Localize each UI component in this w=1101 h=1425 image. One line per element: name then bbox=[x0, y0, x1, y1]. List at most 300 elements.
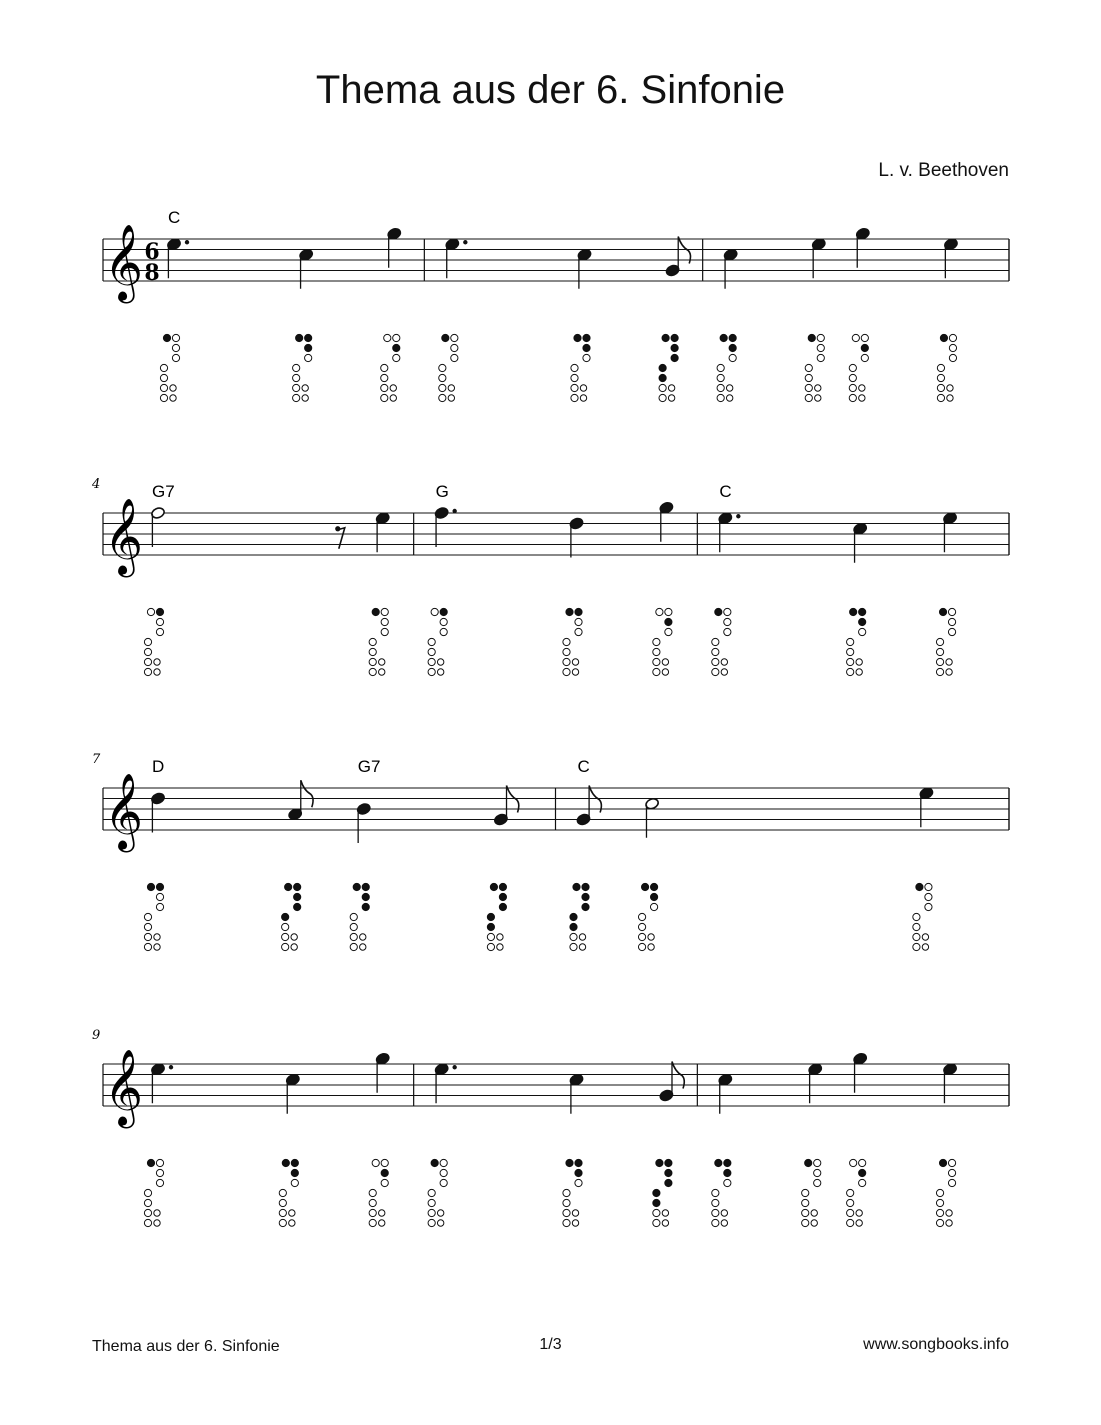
chord-symbol: D bbox=[152, 757, 165, 776]
open-hole-icon bbox=[154, 934, 160, 940]
open-hole-icon bbox=[428, 648, 435, 655]
fingering-diagram bbox=[936, 608, 955, 675]
closed-hole-icon bbox=[671, 354, 678, 361]
open-hole-icon bbox=[948, 608, 955, 615]
open-hole-icon bbox=[946, 1210, 952, 1216]
open-hole-icon bbox=[144, 1219, 151, 1226]
open-hole-icon bbox=[289, 1220, 295, 1226]
open-hole-icon bbox=[717, 364, 724, 371]
open-hole-icon bbox=[302, 385, 308, 391]
open-hole-icon bbox=[563, 1199, 570, 1206]
open-hole-icon bbox=[847, 1189, 854, 1196]
open-hole-icon bbox=[946, 1220, 952, 1226]
open-hole-icon bbox=[805, 384, 812, 391]
open-hole-icon bbox=[563, 648, 570, 655]
open-hole-icon bbox=[583, 354, 590, 361]
open-hole-icon bbox=[856, 1210, 862, 1216]
open-hole-icon bbox=[144, 913, 151, 920]
open-hole-icon bbox=[575, 1179, 582, 1186]
open-hole-icon bbox=[817, 334, 824, 341]
fingering-diagram bbox=[144, 608, 163, 675]
open-hole-icon bbox=[650, 903, 657, 910]
fingering-diagram bbox=[279, 1159, 298, 1226]
open-hole-icon bbox=[440, 618, 447, 625]
fingering-diagram bbox=[369, 1159, 388, 1226]
open-hole-icon bbox=[381, 628, 388, 635]
open-hole-icon bbox=[717, 384, 724, 391]
open-hole-icon bbox=[293, 374, 300, 381]
closed-hole-icon bbox=[940, 334, 947, 341]
open-hole-icon bbox=[291, 934, 297, 940]
closed-hole-icon bbox=[499, 883, 506, 890]
open-hole-icon bbox=[937, 394, 944, 401]
open-hole-icon bbox=[282, 943, 289, 950]
closed-hole-icon bbox=[729, 334, 736, 341]
open-hole-icon bbox=[662, 659, 668, 665]
open-hole-icon bbox=[289, 1210, 295, 1216]
closed-hole-icon bbox=[662, 334, 669, 341]
open-hole-icon bbox=[946, 669, 952, 675]
open-hole-icon bbox=[144, 1199, 151, 1206]
open-hole-icon bbox=[440, 1169, 447, 1176]
open-hole-icon bbox=[936, 1189, 943, 1196]
open-hole-icon bbox=[291, 1179, 298, 1186]
open-hole-icon bbox=[293, 364, 300, 371]
closed-hole-icon bbox=[659, 364, 666, 371]
closed-hole-icon bbox=[671, 344, 678, 351]
open-hole-icon bbox=[805, 374, 812, 381]
closed-hole-icon bbox=[353, 883, 360, 890]
closed-hole-icon bbox=[487, 913, 494, 920]
open-hole-icon bbox=[154, 669, 160, 675]
open-hole-icon bbox=[638, 943, 645, 950]
open-hole-icon bbox=[428, 1199, 435, 1206]
chord-symbol: C bbox=[577, 757, 590, 776]
closed-hole-icon bbox=[442, 334, 449, 341]
composer-name: L. v. Beethoven bbox=[878, 160, 1009, 181]
open-hole-icon bbox=[144, 1189, 151, 1196]
open-hole-icon bbox=[817, 344, 824, 351]
open-hole-icon bbox=[925, 883, 932, 890]
open-hole-icon bbox=[721, 1210, 727, 1216]
closed-hole-icon bbox=[294, 903, 301, 910]
open-hole-icon bbox=[156, 903, 163, 910]
open-hole-icon bbox=[144, 668, 151, 675]
closed-hole-icon bbox=[715, 1159, 722, 1166]
closed-hole-icon bbox=[499, 903, 506, 910]
open-hole-icon bbox=[712, 638, 719, 645]
open-hole-icon bbox=[847, 1209, 854, 1216]
open-hole-icon bbox=[947, 385, 953, 391]
fingering-diagram bbox=[936, 1159, 955, 1226]
closed-hole-icon bbox=[575, 608, 582, 615]
open-hole-icon bbox=[369, 638, 376, 645]
closed-hole-icon bbox=[574, 334, 581, 341]
open-hole-icon bbox=[659, 384, 666, 391]
open-hole-icon bbox=[802, 1209, 809, 1216]
open-hole-icon bbox=[653, 648, 660, 655]
open-hole-icon bbox=[572, 669, 578, 675]
website-link[interactable]: www.songbooks.info bbox=[863, 1336, 1009, 1353]
open-hole-icon bbox=[575, 618, 582, 625]
open-hole-icon bbox=[847, 648, 854, 655]
open-hole-icon bbox=[154, 1210, 160, 1216]
open-hole-icon bbox=[350, 933, 357, 940]
fingering-diagram bbox=[847, 1159, 866, 1226]
open-hole-icon bbox=[156, 618, 163, 625]
closed-hole-icon bbox=[570, 923, 577, 930]
open-hole-icon bbox=[665, 628, 672, 635]
measure-number: 4 bbox=[92, 477, 101, 492]
open-hole-icon bbox=[172, 344, 179, 351]
open-hole-icon bbox=[712, 648, 719, 655]
open-hole-icon bbox=[381, 618, 388, 625]
open-hole-icon bbox=[948, 1159, 955, 1166]
open-hole-icon bbox=[279, 1219, 286, 1226]
closed-hole-icon bbox=[499, 893, 506, 900]
open-hole-icon bbox=[369, 1209, 376, 1216]
open-hole-icon bbox=[428, 658, 435, 665]
open-hole-icon bbox=[393, 334, 400, 341]
open-hole-icon bbox=[451, 344, 458, 351]
open-hole-icon bbox=[717, 394, 724, 401]
open-hole-icon bbox=[381, 1159, 388, 1166]
closed-hole-icon bbox=[291, 1159, 298, 1166]
open-hole-icon bbox=[802, 1199, 809, 1206]
open-hole-icon bbox=[156, 628, 163, 635]
open-hole-icon bbox=[856, 1220, 862, 1226]
fingering-diagram bbox=[160, 334, 179, 401]
closed-hole-icon bbox=[861, 344, 868, 351]
closed-hole-icon bbox=[641, 883, 648, 890]
closed-hole-icon bbox=[575, 1169, 582, 1176]
measure-number: 7 bbox=[92, 752, 101, 767]
fingering-diagram bbox=[653, 608, 672, 675]
open-hole-icon bbox=[922, 944, 928, 950]
open-hole-icon bbox=[859, 1159, 866, 1166]
treble-clef-icon: 𝄞 bbox=[104, 223, 144, 301]
fingering-diagram bbox=[712, 608, 731, 675]
open-hole-icon bbox=[659, 394, 666, 401]
fingering-diagram bbox=[717, 334, 736, 401]
fingering-diagram bbox=[282, 883, 301, 950]
treble-clef-icon: 𝄞 bbox=[104, 497, 144, 575]
open-hole-icon bbox=[936, 658, 943, 665]
open-hole-icon bbox=[850, 1159, 857, 1166]
open-hole-icon bbox=[847, 658, 854, 665]
open-hole-icon bbox=[856, 659, 862, 665]
open-hole-icon bbox=[653, 1219, 660, 1226]
open-hole-icon bbox=[154, 659, 160, 665]
open-hole-icon bbox=[156, 1179, 163, 1186]
fingering-diagram bbox=[570, 883, 589, 950]
closed-hole-icon bbox=[724, 1159, 731, 1166]
closed-hole-icon bbox=[566, 608, 573, 615]
open-hole-icon bbox=[282, 923, 289, 930]
closed-hole-icon bbox=[296, 334, 303, 341]
open-hole-icon bbox=[668, 385, 674, 391]
fingering-diagram bbox=[847, 608, 866, 675]
time-signature-top: 6 bbox=[144, 239, 160, 265]
open-hole-icon bbox=[721, 669, 727, 675]
measure-number: 9 bbox=[92, 1028, 101, 1043]
open-hole-icon bbox=[144, 943, 151, 950]
open-hole-icon bbox=[437, 1220, 443, 1226]
closed-hole-icon bbox=[653, 1199, 660, 1206]
open-hole-icon bbox=[653, 668, 660, 675]
open-hole-icon bbox=[497, 944, 503, 950]
open-hole-icon bbox=[948, 1169, 955, 1176]
open-hole-icon bbox=[653, 658, 660, 665]
open-hole-icon bbox=[802, 1219, 809, 1226]
open-hole-icon bbox=[428, 1219, 435, 1226]
open-hole-icon bbox=[172, 334, 179, 341]
closed-hole-icon bbox=[156, 883, 163, 890]
fingering-diagram bbox=[144, 883, 163, 950]
open-hole-icon bbox=[712, 668, 719, 675]
open-hole-icon bbox=[859, 628, 866, 635]
fingering-diagram bbox=[428, 1159, 447, 1226]
chord-symbol: C bbox=[168, 208, 181, 227]
closed-hole-icon bbox=[720, 334, 727, 341]
page-number: 1/3 bbox=[539, 1336, 562, 1353]
fingering-diagram bbox=[712, 1159, 731, 1226]
open-hole-icon bbox=[805, 364, 812, 371]
open-hole-icon bbox=[638, 913, 645, 920]
open-hole-icon bbox=[144, 638, 151, 645]
open-hole-icon bbox=[913, 923, 920, 930]
open-hole-icon bbox=[381, 608, 388, 615]
open-hole-icon bbox=[726, 385, 732, 391]
closed-hole-icon bbox=[671, 334, 678, 341]
closed-hole-icon bbox=[653, 1189, 660, 1196]
open-hole-icon bbox=[439, 374, 446, 381]
open-hole-icon bbox=[575, 628, 582, 635]
open-hole-icon bbox=[144, 933, 151, 940]
fingering-diagram bbox=[369, 608, 388, 675]
closed-hole-icon bbox=[650, 883, 657, 890]
note-flag bbox=[301, 780, 313, 807]
staff-system bbox=[92, 1028, 1009, 1227]
closed-hole-icon bbox=[583, 334, 590, 341]
open-hole-icon bbox=[859, 395, 865, 401]
open-hole-icon bbox=[428, 1209, 435, 1216]
open-hole-icon bbox=[572, 659, 578, 665]
closed-hole-icon bbox=[575, 1159, 582, 1166]
open-hole-icon bbox=[937, 364, 944, 371]
open-hole-icon bbox=[160, 364, 167, 371]
open-hole-icon bbox=[638, 933, 645, 940]
open-hole-icon bbox=[937, 384, 944, 391]
open-hole-icon bbox=[379, 1210, 385, 1216]
open-hole-icon bbox=[847, 1199, 854, 1206]
fingering-diagram bbox=[638, 883, 657, 950]
fingering-diagram bbox=[913, 883, 932, 950]
open-hole-icon bbox=[282, 933, 289, 940]
open-hole-icon bbox=[712, 1219, 719, 1226]
open-hole-icon bbox=[160, 394, 167, 401]
closed-hole-icon bbox=[729, 344, 736, 351]
closed-hole-icon bbox=[163, 334, 170, 341]
open-hole-icon bbox=[579, 944, 585, 950]
open-hole-icon bbox=[156, 1169, 163, 1176]
closed-hole-icon bbox=[305, 334, 312, 341]
treble-clef-icon: 𝄞 bbox=[104, 1048, 144, 1126]
open-hole-icon bbox=[147, 608, 154, 615]
staff-system bbox=[91, 477, 1009, 676]
open-hole-icon bbox=[849, 394, 856, 401]
closed-hole-icon bbox=[282, 913, 289, 920]
open-hole-icon bbox=[144, 658, 151, 665]
dot bbox=[452, 1065, 456, 1069]
open-hole-icon bbox=[811, 1220, 817, 1226]
open-hole-icon bbox=[293, 394, 300, 401]
open-hole-icon bbox=[925, 893, 932, 900]
open-hole-icon bbox=[724, 618, 731, 625]
closed-hole-icon bbox=[570, 913, 577, 920]
open-hole-icon bbox=[849, 364, 856, 371]
dot bbox=[452, 509, 456, 513]
open-hole-icon bbox=[144, 648, 151, 655]
open-hole-icon bbox=[913, 913, 920, 920]
dot bbox=[736, 514, 740, 518]
open-hole-icon bbox=[369, 648, 376, 655]
open-hole-icon bbox=[849, 384, 856, 391]
fingering-diagram bbox=[350, 883, 369, 950]
closed-hole-icon bbox=[916, 883, 923, 890]
open-hole-icon bbox=[580, 395, 586, 401]
open-hole-icon bbox=[381, 384, 388, 391]
open-hole-icon bbox=[817, 354, 824, 361]
open-hole-icon bbox=[717, 374, 724, 381]
fingering-diagram bbox=[802, 1159, 821, 1226]
open-hole-icon bbox=[156, 1159, 163, 1166]
open-hole-icon bbox=[372, 1159, 379, 1166]
footer-title: Thema aus der 6. Sinfonie bbox=[92, 1338, 280, 1355]
open-hole-icon bbox=[948, 618, 955, 625]
open-hole-icon bbox=[563, 658, 570, 665]
open-hole-icon bbox=[563, 638, 570, 645]
open-hole-icon bbox=[712, 658, 719, 665]
open-hole-icon bbox=[172, 354, 179, 361]
closed-hole-icon bbox=[656, 1159, 663, 1166]
open-hole-icon bbox=[369, 1219, 376, 1226]
open-hole-icon bbox=[814, 1169, 821, 1176]
open-hole-icon bbox=[563, 1209, 570, 1216]
closed-hole-icon bbox=[431, 1159, 438, 1166]
closed-hole-icon bbox=[490, 883, 497, 890]
open-hole-icon bbox=[913, 943, 920, 950]
closed-hole-icon bbox=[147, 883, 154, 890]
open-hole-icon bbox=[156, 893, 163, 900]
closed-hole-icon bbox=[724, 1169, 731, 1176]
open-hole-icon bbox=[724, 628, 731, 635]
open-hole-icon bbox=[712, 1199, 719, 1206]
open-hole-icon bbox=[859, 385, 865, 391]
open-hole-icon bbox=[379, 669, 385, 675]
open-hole-icon bbox=[653, 1209, 660, 1216]
open-hole-icon bbox=[936, 1199, 943, 1206]
dot bbox=[185, 240, 189, 244]
open-hole-icon bbox=[922, 934, 928, 940]
open-hole-icon bbox=[726, 395, 732, 401]
open-hole-icon bbox=[572, 1210, 578, 1216]
closed-hole-icon bbox=[939, 1159, 946, 1166]
open-hole-icon bbox=[305, 354, 312, 361]
open-hole-icon bbox=[381, 394, 388, 401]
closed-hole-icon bbox=[859, 618, 866, 625]
closed-hole-icon bbox=[659, 374, 666, 381]
open-hole-icon bbox=[805, 394, 812, 401]
closed-hole-icon bbox=[859, 1169, 866, 1176]
open-hole-icon bbox=[814, 1159, 821, 1166]
open-hole-icon bbox=[571, 384, 578, 391]
open-hole-icon bbox=[381, 374, 388, 381]
open-hole-icon bbox=[439, 364, 446, 371]
open-hole-icon bbox=[428, 1189, 435, 1196]
closed-hole-icon bbox=[294, 893, 301, 900]
closed-hole-icon bbox=[582, 883, 589, 890]
closed-hole-icon bbox=[393, 344, 400, 351]
closed-hole-icon bbox=[715, 608, 722, 615]
open-hole-icon bbox=[802, 1189, 809, 1196]
open-hole-icon bbox=[648, 934, 654, 940]
open-hole-icon bbox=[861, 334, 868, 341]
open-hole-icon bbox=[570, 933, 577, 940]
open-hole-icon bbox=[721, 1220, 727, 1226]
open-hole-icon bbox=[170, 385, 176, 391]
open-hole-icon bbox=[913, 933, 920, 940]
open-hole-icon bbox=[937, 374, 944, 381]
open-hole-icon bbox=[279, 1189, 286, 1196]
open-hole-icon bbox=[949, 334, 956, 341]
closed-hole-icon bbox=[440, 608, 447, 615]
closed-hole-icon bbox=[362, 893, 369, 900]
open-hole-icon bbox=[302, 395, 308, 401]
open-hole-icon bbox=[379, 659, 385, 665]
open-hole-icon bbox=[440, 628, 447, 635]
closed-hole-icon bbox=[305, 344, 312, 351]
open-hole-icon bbox=[451, 334, 458, 341]
closed-hole-icon bbox=[665, 618, 672, 625]
closed-hole-icon bbox=[381, 1169, 388, 1176]
fingering-diagram bbox=[659, 334, 678, 401]
open-hole-icon bbox=[925, 903, 932, 910]
fingering-diagram bbox=[439, 334, 458, 401]
open-hole-icon bbox=[369, 658, 376, 665]
chord-symbol: C bbox=[719, 482, 732, 501]
open-hole-icon bbox=[360, 944, 366, 950]
open-hole-icon bbox=[448, 385, 454, 391]
open-hole-icon bbox=[393, 354, 400, 361]
fingering-diagram bbox=[487, 883, 506, 950]
open-hole-icon bbox=[440, 1159, 447, 1166]
open-hole-icon bbox=[350, 923, 357, 930]
open-hole-icon bbox=[648, 944, 654, 950]
open-hole-icon bbox=[487, 943, 494, 950]
closed-hole-icon bbox=[487, 923, 494, 930]
fingering-diagram bbox=[937, 334, 956, 401]
open-hole-icon bbox=[936, 1219, 943, 1226]
open-hole-icon bbox=[571, 364, 578, 371]
open-hole-icon bbox=[849, 374, 856, 381]
closed-hole-icon bbox=[291, 1169, 298, 1176]
open-hole-icon bbox=[861, 354, 868, 361]
open-hole-icon bbox=[949, 354, 956, 361]
open-hole-icon bbox=[668, 395, 674, 401]
closed-hole-icon bbox=[665, 1159, 672, 1166]
open-hole-icon bbox=[369, 1189, 376, 1196]
